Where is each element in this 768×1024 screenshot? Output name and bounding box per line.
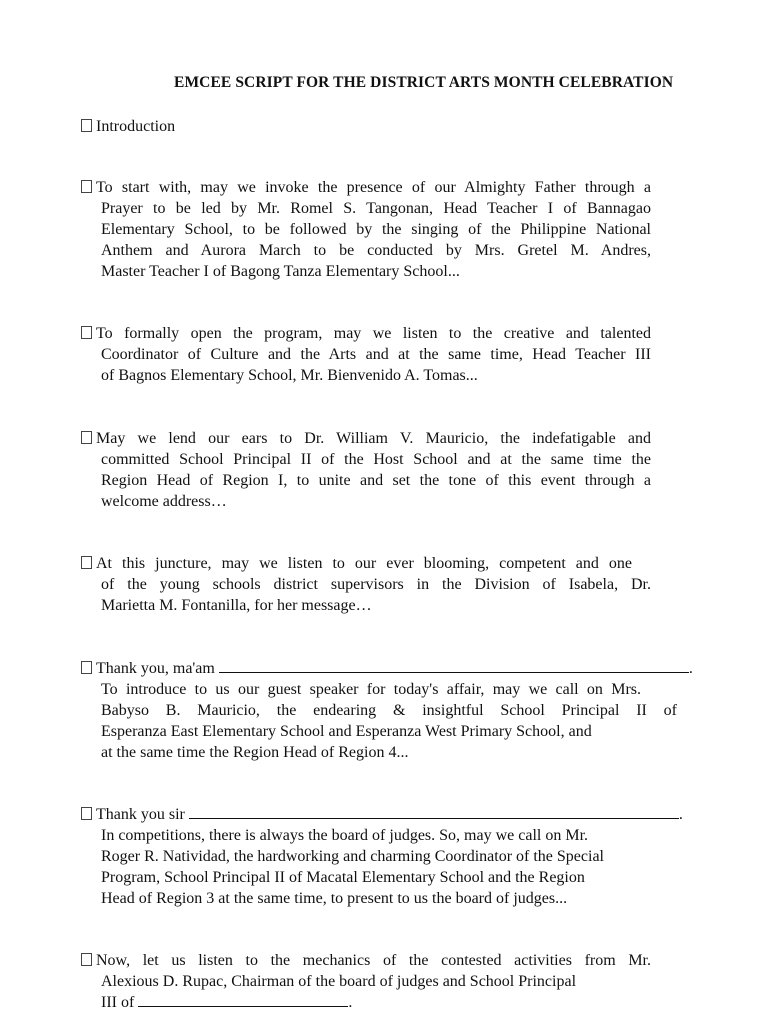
item-text: of the young schools district supervisors in the Division of Isabela, Dr. <box>101 576 651 593</box>
missing-glyph-box-icon <box>81 431 92 444</box>
item-text: Anthem and Aurora March to be conducted by Mrs. Gretel M. Andres, <box>101 242 651 259</box>
item-text: Elementary School, to be followed by the singing of the Philippine National <box>101 221 651 238</box>
item-text: Babyso B. Mauricio, the endearing & insightful School Principal II of <box>101 702 677 719</box>
script-item-welcome <box>81 428 651 512</box>
fill-in-blank <box>189 804 679 819</box>
fill-in-blank <box>138 992 348 1007</box>
blank-end: . <box>678 806 683 823</box>
missing-glyph-box-icon <box>81 119 92 132</box>
item-text: at the same time the Region Head of Region 4... <box>101 744 409 761</box>
missing-glyph-box-icon <box>81 807 92 820</box>
item-text: Now, let us listen to the mechanics of the contested activities from Mr. <box>96 952 651 969</box>
missing-glyph-box-icon <box>81 326 92 339</box>
fill-in-blank <box>219 658 689 673</box>
item-text: To introduce to us our guest speaker for today's affair, may we call on Mrs. <box>101 681 641 698</box>
item-text: To start with, may we invoke the presence of our Almighty Father through a <box>96 179 651 196</box>
script-item-prayer <box>81 177 651 282</box>
script-item-message <box>81 553 651 616</box>
item-text: In competitions, there is always the board of judges. So, may we call on Mr. <box>101 827 589 844</box>
item-text: To formally open the program, may we listen to the creative and talented <box>96 325 651 342</box>
item-text: Head of Region 3 at the same time, to present to us the board of judges... <box>101 890 568 907</box>
item-text: Coordinator of Culture and the Arts and at the same time, Head Teacher III <box>101 346 651 363</box>
missing-glyph-box-icon <box>81 180 92 193</box>
item-text: Region Head of Region I, to unite and set the tone of this event through a <box>101 472 651 489</box>
item-text: At this juncture, may we listen to our ever blooming, competent and one <box>96 555 632 572</box>
item-text: Introduction <box>96 118 176 135</box>
blank-end: . <box>348 994 353 1011</box>
script-item-opening <box>81 323 651 386</box>
item-text: Master Teacher I of Bagong Tanza Elementary School... <box>101 263 460 280</box>
item-text: committed School Principal II of the Host School and at the same time the <box>101 451 651 468</box>
missing-glyph-box-icon <box>81 953 92 966</box>
script-item-board-of-judges <box>81 804 721 909</box>
item-text: Program, School Principal II of Macatal Elementary School and the Region <box>101 869 585 886</box>
item-text: Esperanza East Elementary School and Esperanza West Primary School, and <box>101 723 592 740</box>
item-text: of Bagnos Elementary School, Mr. Bienvenido A. Tomas... <box>101 367 478 384</box>
item-text: welcome address… <box>101 493 227 510</box>
item-text: Alexious D. Rupac, Chairman of the board of judges and School Principal <box>101 973 577 990</box>
missing-glyph-box-icon <box>81 661 92 674</box>
blank-end: . <box>688 660 693 677</box>
script-item-introduction <box>81 116 651 137</box>
document-title: EMCEE SCRIPT FOR THE DISTRICT ARTS MONTH CELEBRATION <box>174 74 674 91</box>
item-text: Prayer to be led by Mr. Romel S. Tangonan, Head Teacher I of Bannagao <box>101 200 651 217</box>
item-text: Roger R. Natividad, the hardworking and charming Coordinator of the Special <box>101 848 604 865</box>
missing-glyph-box-icon <box>81 556 92 569</box>
item-text: Marietta M. Fontanilla, for her message… <box>101 597 372 614</box>
item-text: III of <box>101 994 135 1011</box>
item-text: May we lend our ears to Dr. William V. Mauricio, the indefatigable and <box>96 430 651 447</box>
item-text: Thank you, ma'am <box>96 660 215 677</box>
script-item-guest-speaker <box>81 658 721 763</box>
item-text: Thank you sir <box>96 806 185 823</box>
script-item-mechanics <box>81 950 651 1013</box>
